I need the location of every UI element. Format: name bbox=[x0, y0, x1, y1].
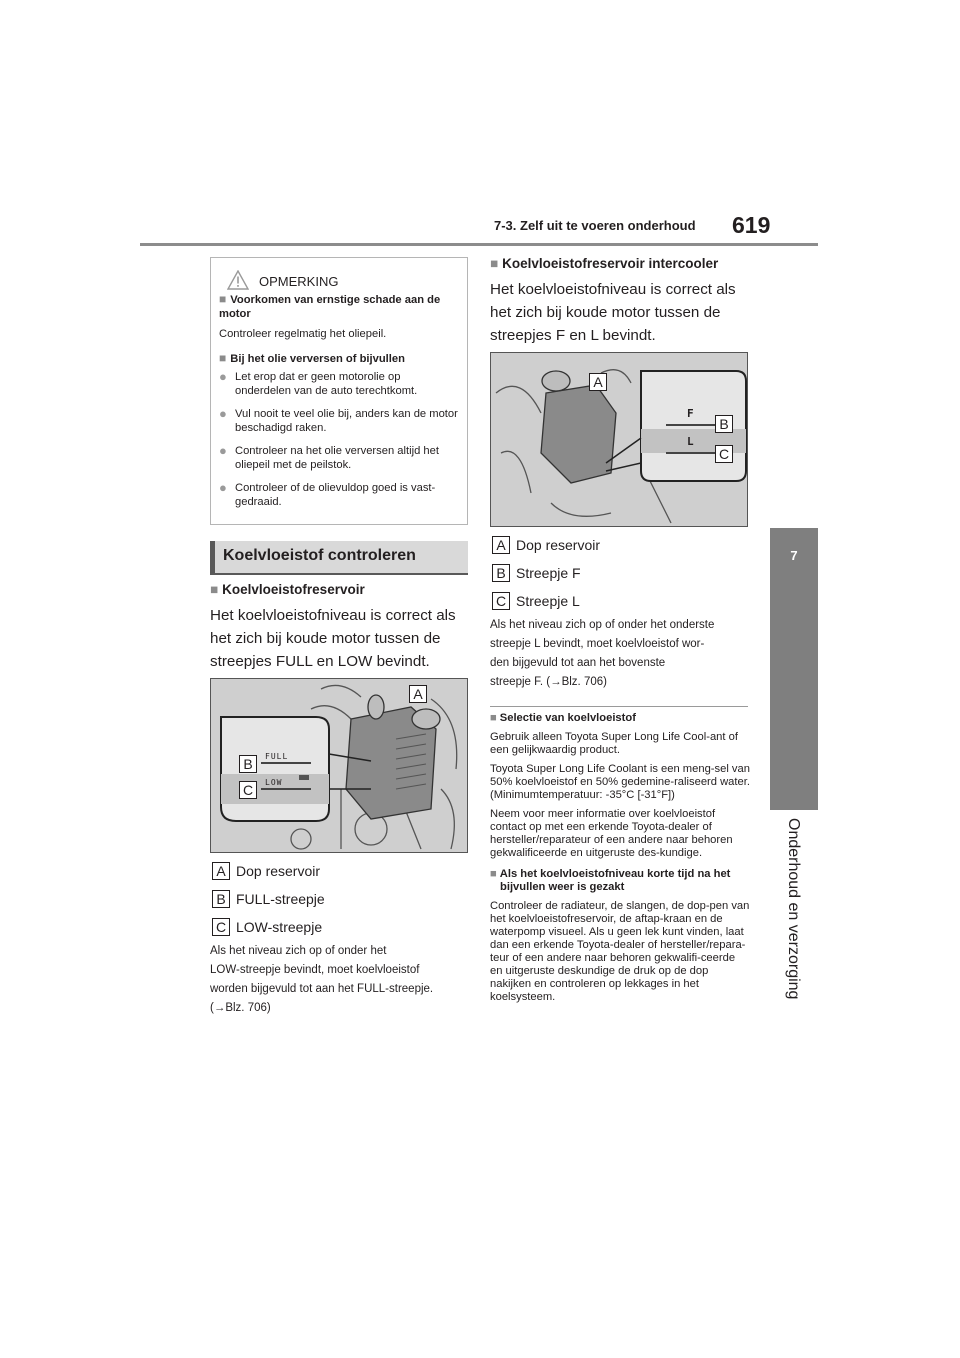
low-mark-label: LOW bbox=[265, 778, 283, 787]
header-divider bbox=[140, 243, 818, 246]
callout-a: A bbox=[409, 685, 427, 703]
section-heading: Koelvloeistof controleren bbox=[210, 541, 468, 573]
chapter-side-tab bbox=[770, 528, 818, 810]
info-divider bbox=[490, 706, 748, 707]
notice-box bbox=[210, 257, 468, 525]
header-section-title: 7-3. Zelf uit te voeren onderhoud bbox=[494, 218, 696, 233]
drop-heading: ■ Als het koelvloeistofniveau korte tijd na het bijvullen weer is gezakt bbox=[490, 868, 731, 893]
circle-bullet-icon: ● bbox=[219, 406, 227, 421]
notice-block1-heading: ■ Voorkomen van ernstige schade aan de motor bbox=[219, 292, 441, 320]
notice-bullet: ● Vul nooit te veel olie bij, anders kan de motor beschadigd raken. bbox=[219, 406, 458, 434]
notice-bullet: ● Controleer of de olievuldop goed is vast-gedraaid. bbox=[219, 480, 436, 508]
callout-c: C bbox=[239, 781, 257, 799]
right-intro: Het koelvloeistofniveau is correct als het zich bij koude motor tussen de streepjes F en L bevindt. bbox=[490, 281, 736, 344]
coolant-info bbox=[490, 712, 750, 1004]
selection-paragraph: Gebruik alleen Toyota Super Long Life Cool-ant of een gelijkwaardig product. bbox=[490, 731, 738, 756]
left-note: Als het niveau zich op of onder het LOW-streepje bevindt, moet koelvloeistof worden bijgevuld tot aan het FULL-streepje. (→Blz. 706) bbox=[210, 945, 434, 1014]
legend-item: B FULL-streepje bbox=[212, 890, 325, 908]
square-bullet-icon: ■ bbox=[490, 868, 497, 880]
notice-body bbox=[211, 292, 467, 518]
coolant-reservoir-figure bbox=[210, 678, 468, 853]
notice-block2-heading: ■ Bij het olie verversen of bijvullen bbox=[219, 351, 405, 365]
warning-icon bbox=[227, 270, 249, 290]
notice-header bbox=[211, 268, 467, 294]
right-note: Als het niveau zich op of onder het onderste streepje L bevindt, moet koelvloeistof wor- den bijgevuld tot aan het bovenste streepje F. (→Blz. 706) bbox=[490, 619, 715, 688]
chapter-number: 7 bbox=[790, 548, 798, 563]
callout-b: B bbox=[239, 755, 257, 773]
legend-item: A Dop reservoir bbox=[492, 536, 600, 554]
left-subheading: ■ Koelvloeistofreservoir bbox=[210, 582, 365, 597]
callout-c: C bbox=[715, 445, 733, 463]
f-mark-label: F bbox=[687, 407, 694, 420]
legend-item: B Streepje F bbox=[492, 564, 581, 582]
callout-b: B bbox=[715, 415, 733, 433]
circle-bullet-icon: ● bbox=[219, 480, 227, 495]
full-mark-label: FULL bbox=[265, 752, 289, 761]
chapter-title: Onderhoud en verzorging bbox=[785, 818, 802, 1000]
section-underline bbox=[210, 573, 468, 575]
notice-block1-text: Controleer regelmatig het oliepeil. bbox=[219, 328, 387, 340]
intercooler-illustration bbox=[491, 353, 748, 527]
square-bullet-icon: ■ bbox=[490, 256, 499, 271]
l-mark-label: L bbox=[687, 435, 694, 448]
legend-item: A Dop reservoir bbox=[212, 862, 320, 880]
legend-item: C Streepje L bbox=[492, 592, 580, 610]
selection-heading: ■ Selectie van koelvloeistof bbox=[490, 712, 636, 724]
circle-bullet-icon: ● bbox=[219, 443, 227, 458]
notice-bullet: ● Controleer na het olie verversen altijd het oliepeil met de peilstok. bbox=[219, 443, 439, 471]
square-bullet-icon: ■ bbox=[219, 351, 227, 365]
square-bullet-icon: ■ bbox=[210, 582, 219, 597]
drop-paragraph: Controleer de radiateur, de slangen, de dop-pen van het koelvloeistofreservoir, de aftap-kraan en de waterpomp visueel. Als u geen lek kunt vinden, laat dan een erkende Toyota-dealer of hersteller/repara-teur of een andere naar behoren gekwalifi-ceerde en uitgeruste deskundige de druk op de dop nakijken en controleren op lekkages in het koelsysteem. bbox=[490, 900, 750, 1003]
selection-paragraph: Neem voor meer informatie over koelvloeistof contact op met een erkende Toyota-dealer of hersteller/reparateur of een andere naar behoren gekwalificeerde en uitgeruste des-kundige. bbox=[490, 808, 733, 859]
legend-item: C LOW-streepje bbox=[212, 918, 322, 936]
circle-bullet-icon: ● bbox=[219, 369, 227, 384]
left-intro: Het koelvloeistofniveau is correct als het zich bij koude motor tussen de streepjes FULL en LOW bevindt. bbox=[210, 607, 456, 670]
selection-paragraph: Toyota Super Long Life Coolant is een meng-sel van 50% koelvloeistof en 50% gedemine-raliseerd water. (Minimumtemperatuur: -35°C [-31°F]) bbox=[490, 763, 750, 801]
callout-a: A bbox=[589, 373, 607, 391]
notice-title: OPMERKING bbox=[259, 274, 339, 289]
square-bullet-icon: ■ bbox=[490, 712, 497, 724]
page-number: 619 bbox=[732, 212, 771, 238]
right-subheading: ■ Koelvloeistofreservoir intercooler bbox=[490, 256, 719, 271]
notice-bullet: ● Let erop dat er geen motorolie op onderdelen van de auto terechtkomt. bbox=[219, 369, 418, 397]
square-bullet-icon: ■ bbox=[219, 292, 227, 306]
intercooler-reservoir-figure bbox=[490, 352, 748, 527]
